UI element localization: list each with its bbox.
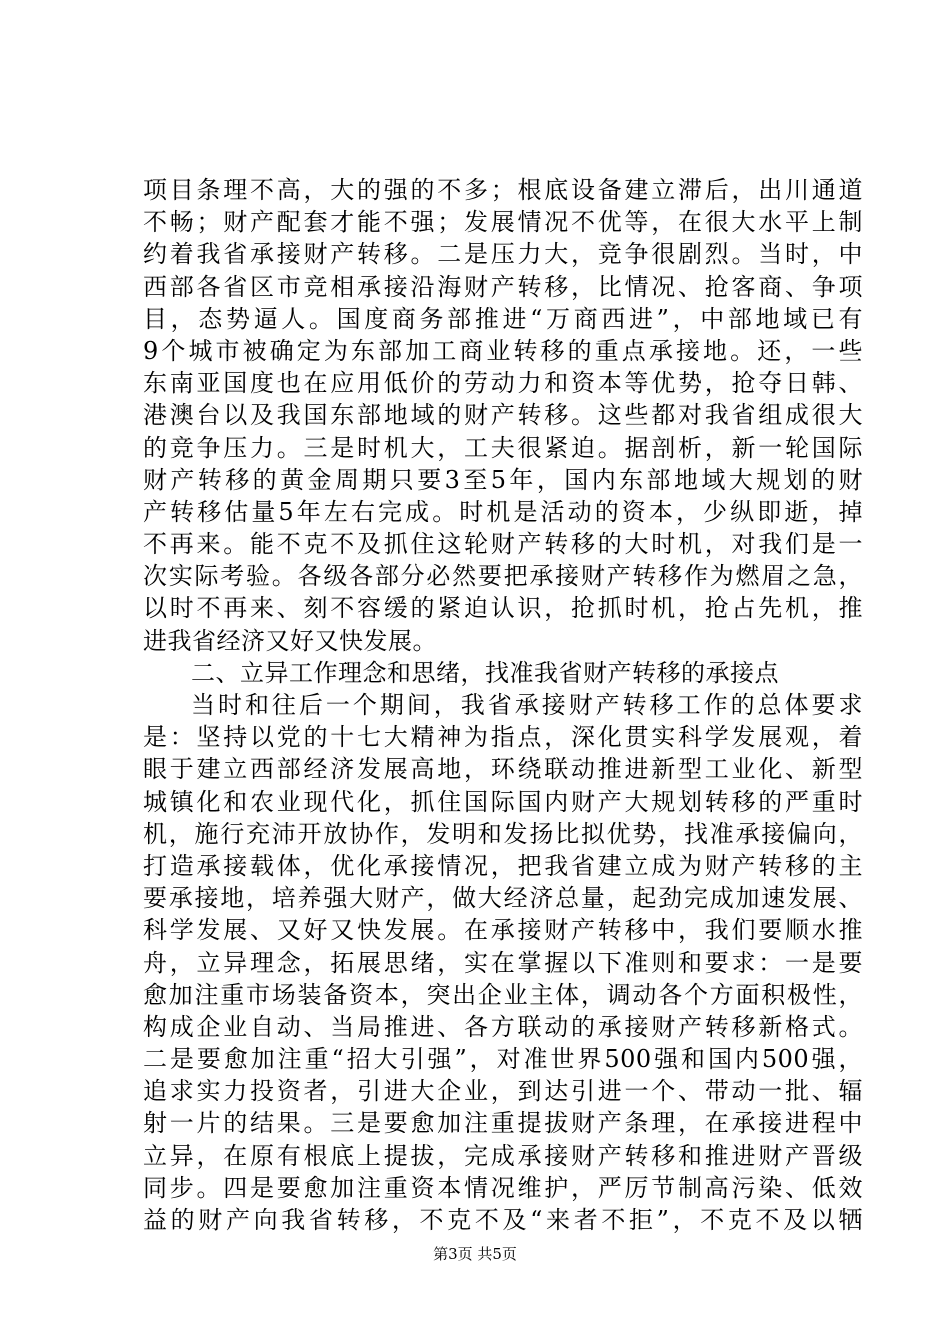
page-number-footer: 第3页 共5页	[433, 1245, 517, 1263]
text-line: 同步。四是要愈加注重资本情况维护，严厉节制高污染、低效	[143, 1173, 863, 1202]
text-line: 二是要愈加注重“招大引强”，对准世界500强和国内500强，	[143, 1045, 863, 1074]
text-line: 眼于建立西部经济发展高地，环绕联动推进新型工业化、新型	[143, 755, 863, 784]
text-line: 西部各省区市竞相承接沿海财产转移，比情况、抢客商、争项	[143, 272, 863, 301]
text-line: 城镇化和农业现代化，抓住国际国内财产大规划转移的严重时	[143, 787, 863, 816]
text-line: 财产转移的黄金周期只要3至5年，国内东部地域大规划的财	[143, 465, 863, 494]
text-line: 9个城市被确定为东部加工商业转移的重点承接地。还，一些	[143, 336, 863, 365]
text-line: 打造承接载体，优化承接情况，把我省建立成为财产转移的主	[143, 851, 863, 880]
text-line: 港澳台以及我国东部地域的财产转移。这些都对我省组成很大	[143, 401, 863, 430]
document-body	[143, 174, 863, 1236]
text-line: 构成企业自动、当局推进、各方联动的承接财产转移新格式。	[143, 1012, 863, 1041]
text-line: 项目条理不高，大的强的不多；根底设备建立滞后，出川通道	[143, 176, 863, 204]
text-line: 目，态势逼人。国度商务部推进“万商西进”，中部地域已有	[143, 304, 863, 333]
text-line: 追求实力投资者，引进大企业，到达引进一个、带动一批、辐	[143, 1077, 863, 1106]
text-line: 以时不再来、刻不容缓的紧迫认识，抢抓时机，抢占先机，推	[143, 594, 863, 623]
text-line: 机，施行充沛开放协作，发明和发扬比拟优势，找准承接偏向，	[143, 819, 863, 848]
text-line: 的竞争压力。三是时机大，工夫很紧迫。据剖析，新一轮国际	[143, 433, 863, 462]
text-line: 射一片的结果。三是要愈加注重提拔财产条理，在承接进程中	[143, 1109, 863, 1138]
section-heading: 二、立异工作理念和思绪，找准我省财产转移的承接点	[191, 658, 779, 687]
text-line: 不再来。能不克不及抓住这轮财产转移的大时机，对我们是一	[143, 530, 863, 559]
text-line: 产转移估量5年左右完成。时机是活动的资本，少纵即逝，掉	[143, 497, 863, 526]
text-line: 立异，在原有根底上提拔，完成承接财产转移和推进财产晋级	[143, 1141, 863, 1170]
text-line: 愈加注重市场装备资本，突出企业主体，调动各个方面积极性，	[143, 980, 863, 1009]
text-line: 不畅；财产配套才能不强；发展情况不优等，在很大水平上制	[143, 208, 863, 237]
text-line: 科学发展、又好又快发展。在承接财产转移中，我们要顺水推	[143, 916, 863, 945]
text-line: 要承接地，培养强大财产，做大经济总量，起劲完成加速发展、	[143, 884, 863, 913]
text-line: 是：坚持以党的十七大精神为指点，深化贯实科学发展观，着	[143, 723, 863, 752]
text-line: 次实际考验。各级各部分必然要把承接财产转移作为燃眉之急，	[143, 562, 863, 591]
text-line: 舟，立异理念，拓展思绪，实在掌握以下准则和要求：一是要	[143, 948, 863, 977]
text-line: 东南亚国度也在应用低价的劳动力和资本等优势，抢夺日韩、	[143, 369, 863, 398]
text-line: 约着我省承接财产转移。二是压力大，竞争很剧烈。当时，中	[143, 240, 863, 269]
text-line: 进我省经济又好又快发展。	[143, 626, 437, 655]
text-line: 当时和往后一个期间，我省承接财产转移工作的总体要求	[191, 691, 863, 719]
text-line: 益的财产向我省转移，不克不及“来者不拒”，不克不及以牺	[143, 1206, 863, 1234]
